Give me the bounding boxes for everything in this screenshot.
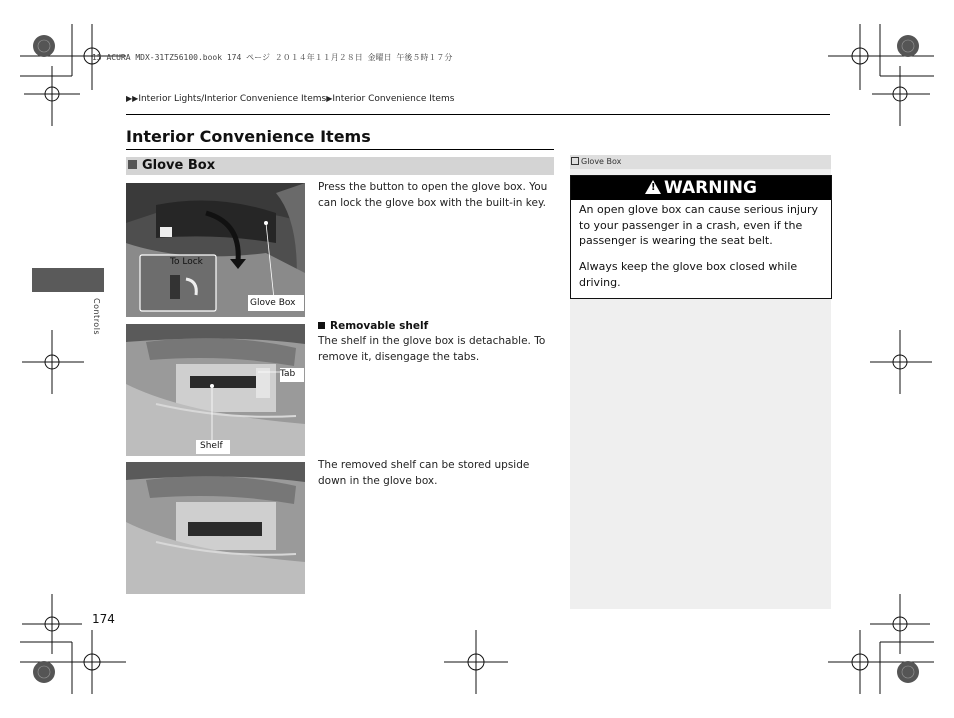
storage-paragraph: The removed shelf can be stored upside down in the glove box.: [318, 459, 530, 487]
title-divider: [126, 149, 554, 150]
breadcrumb-item-convenience[interactable]: Interior Convenience Items: [332, 94, 455, 104]
shelf-stored-photo: [126, 462, 305, 594]
shelf-stored-illustration: [126, 462, 305, 594]
section-title: Glove Box: [142, 158, 216, 173]
page-number: 174: [92, 612, 115, 626]
breadcrumb: [126, 94, 454, 104]
warning-text-injury: An open glove box can cause serious injury to your passenger in a crash, even if the passenger is wearing the seat belt.: [579, 203, 818, 247]
warning-header: ! WARNING: [571, 176, 831, 200]
print-header: 15 ACURA MDX-31TZ56100.book 174 ページ ２０１４年１１月２８日 金曜日 午後５時１７分: [92, 53, 453, 62]
square-bullet-icon: [128, 160, 137, 169]
warning-box: [570, 175, 832, 299]
warning-triangle-icon: !: [645, 180, 661, 194]
header-divider: [126, 114, 830, 115]
glove-box-illustration: [126, 183, 305, 317]
reference-icon: [571, 157, 579, 165]
sidebar-reference[interactable]: Glove Box: [570, 155, 831, 169]
square-bullet-icon: [318, 322, 325, 329]
removable-shelf-photo: [126, 324, 305, 456]
section-heading-bar: [126, 157, 554, 175]
chapter-tab[interactable]: [32, 268, 104, 292]
glove-box-photo: [126, 183, 305, 317]
arrow-right-icon: ▶: [326, 94, 333, 103]
warning-text-closed: Always keep the glove box closed while driving.: [579, 260, 798, 289]
callout-shelf: Shelf: [200, 441, 223, 451]
breadcrumb-item-interior-lights[interactable]: Interior Lights/Interior Convenience Items: [138, 94, 327, 104]
callout-tab: Tab: [280, 369, 296, 379]
callout-to-lock: To Lock: [170, 257, 203, 267]
arrow-right-icon: ▶▶: [126, 94, 139, 103]
chapter-tab-label: Controls: [92, 298, 101, 336]
page-title: Interior Convenience Items: [126, 127, 371, 146]
intro-paragraph: Press the button to open the glove box. You can lock the glove box with the built-in key.: [318, 181, 548, 209]
removable-shelf-text: The shelf in the glove box is detachable. To remove it, disengage the tabs.: [318, 335, 546, 363]
shelf-illustration: [126, 324, 305, 456]
removable-shelf-heading: Removable shelf: [318, 320, 428, 332]
callout-glove-box: Glove Box: [250, 298, 296, 308]
